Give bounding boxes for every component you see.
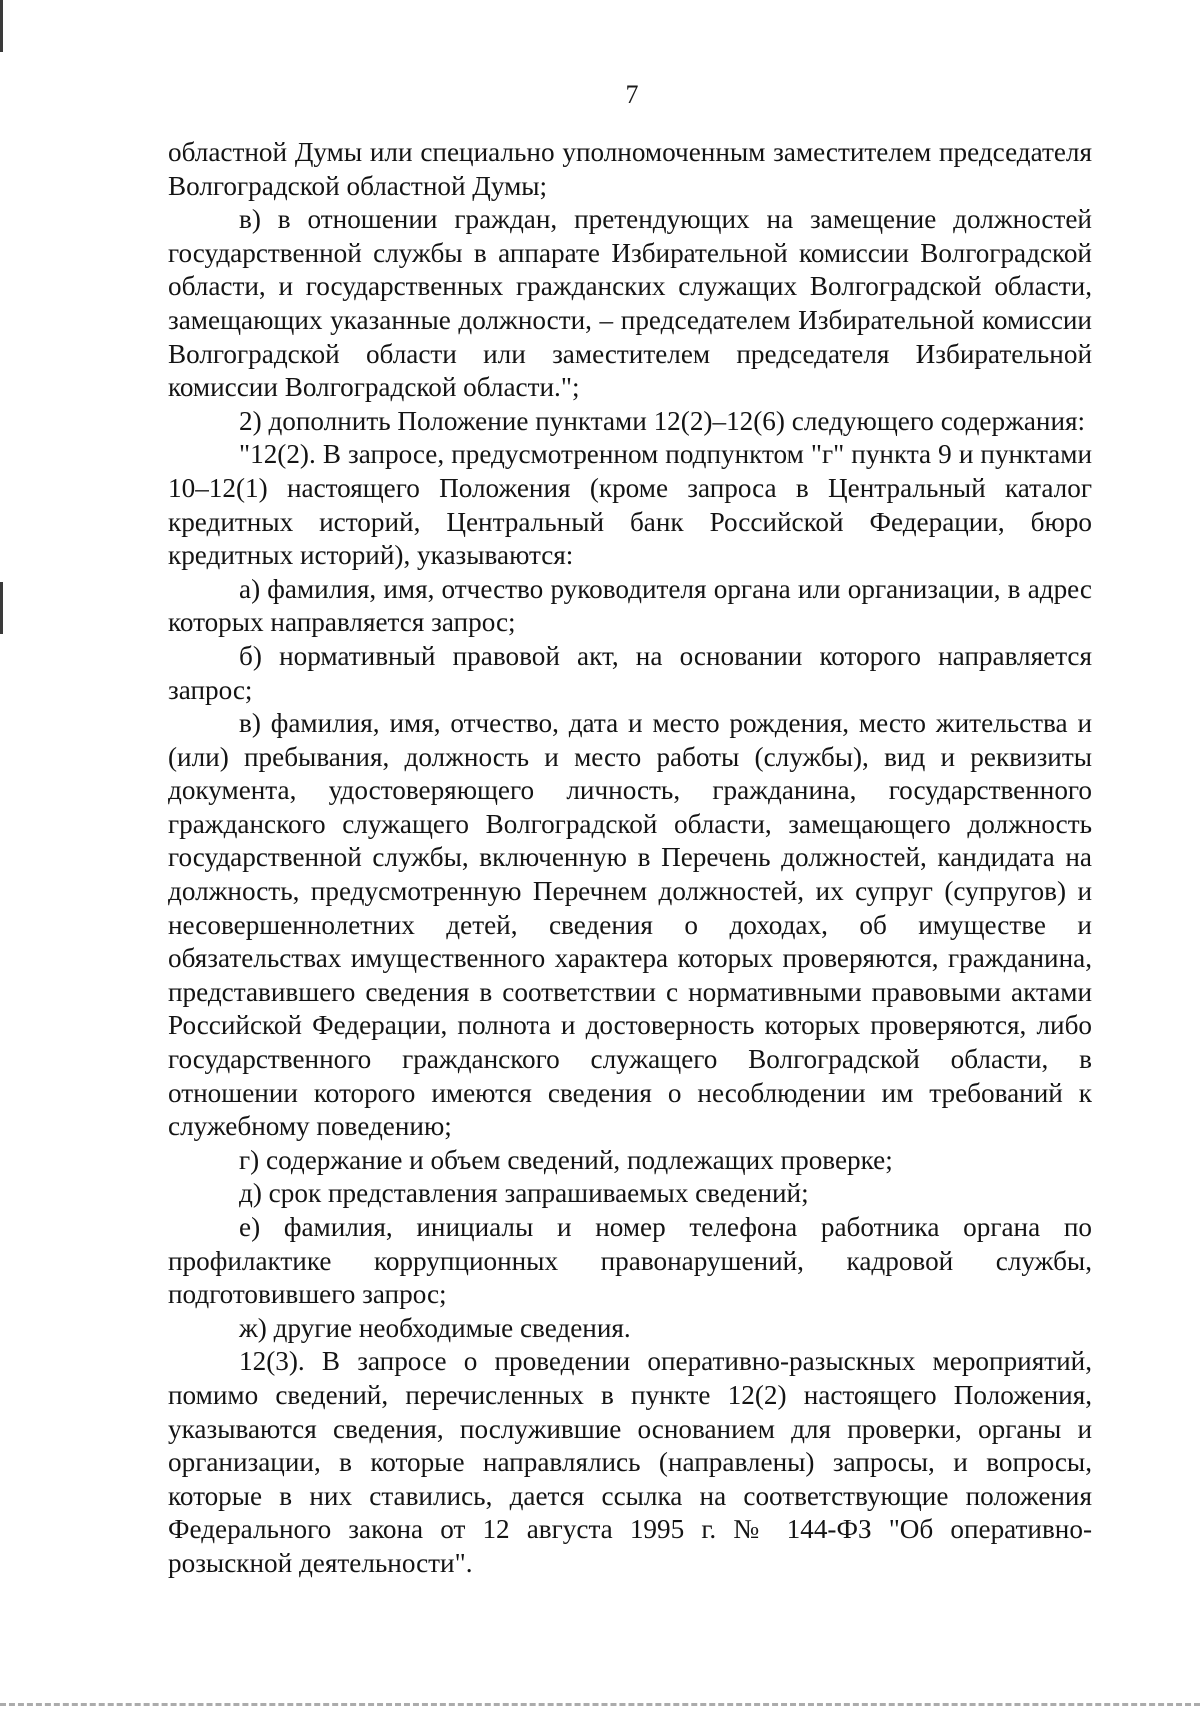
paragraph: ж) другие необходимые сведения. [239, 1312, 631, 1343]
paragraph: д) срок представления запрашиваемых сведений; [239, 1178, 809, 1209]
paragraph: в) фамилия, имя, отчество, дата и место рождения, место жительства и (или) пребывания, должность и место работы (службы), вид и реквизиты документа, удостоверяющего личность, гражданина, государственного гражданского служащего Волгоградской области, замещающего должность государственной службы, включенную в Перечень должностей, кандидата на должность, предусмотренную Перечнем должностей, их супруг (супругов) и несовершеннолетних детей, сведения о доходах, об имуществе и обязательствах имущественного характера которых проверяются, гражданина, представившего сведения в соответствии с нормативными правовыми актами Российской Федерации, полнота и достоверность которых проверяются, либо государственного гражданского служащего Волгоградской области, в отношении которого имеются сведения о несоблюдении им требований к служебному поведению; [168, 708, 1092, 1142]
paragraph: "12(2). В запросе, предусмотренном подпунктом "г" пункта 9 и пунктами 10–12(1) настоящего Положения (кроме запроса в Центральный каталог кредитных историй, Центральный банк Российской Федерации, бюро кредитных историй), указываются: [168, 439, 1092, 571]
paragraph: 12(3). В запросе о проведении оперативно-разыскных мероприятий, помимо сведений, перечисленных в пункте 12(2) настоящего Положения, указываются сведения, послужившие основанием для проверки, органы и организации, в которые направлялись (направлены) запросы, и вопросы, которые в них ставились, дается ссылка на соответствующие положения Федерального закона от 12 августа 1995 г. № 144-ФЗ "Об оперативно-розыскной деятельности". [168, 1346, 1092, 1578]
paragraph: б) нормативный правовой акт, на основании которого направляется запрос; [168, 640, 1092, 705]
paragraph: а) фамилия, имя, отчество руководителя органа или организации, в адрес которых направляется запрос; [168, 573, 1092, 638]
scan-edge-mark [0, 0, 3, 52]
scan-edge-mark [0, 1703, 1200, 1706]
paragraph: в) в отношении граждан, претендующих на замещение должностей государственной службы в аппарате Избирательной комиссии Волгоградской области, и государственных гражданских служащих Волгоградской области, замещающих указанные должности, – председателем Избирательной комиссии Волгоградской области или заместителем председателя Избирательной комиссии Волгоградской области."; [168, 204, 1092, 403]
scan-edge-mark [0, 582, 3, 634]
page-number: 7 [625, 80, 639, 109]
paragraph: областной Думы или специально уполномоченным заместителем председателя Волгоградской областной Думы; [168, 137, 1092, 201]
paragraph: г) содержание и объем сведений, подлежащих проверке; [239, 1144, 893, 1175]
paragraph: е) фамилия, инициалы и номер телефона работника органа по профилактике коррупционных правонарушений, кадровой службы, подготовившего запрос; [168, 1212, 1092, 1310]
paragraph: 2) дополнить Положение пунктами 12(2)–12(6) следующего содержания: [239, 405, 1086, 436]
document-body [168, 136, 1092, 1581]
